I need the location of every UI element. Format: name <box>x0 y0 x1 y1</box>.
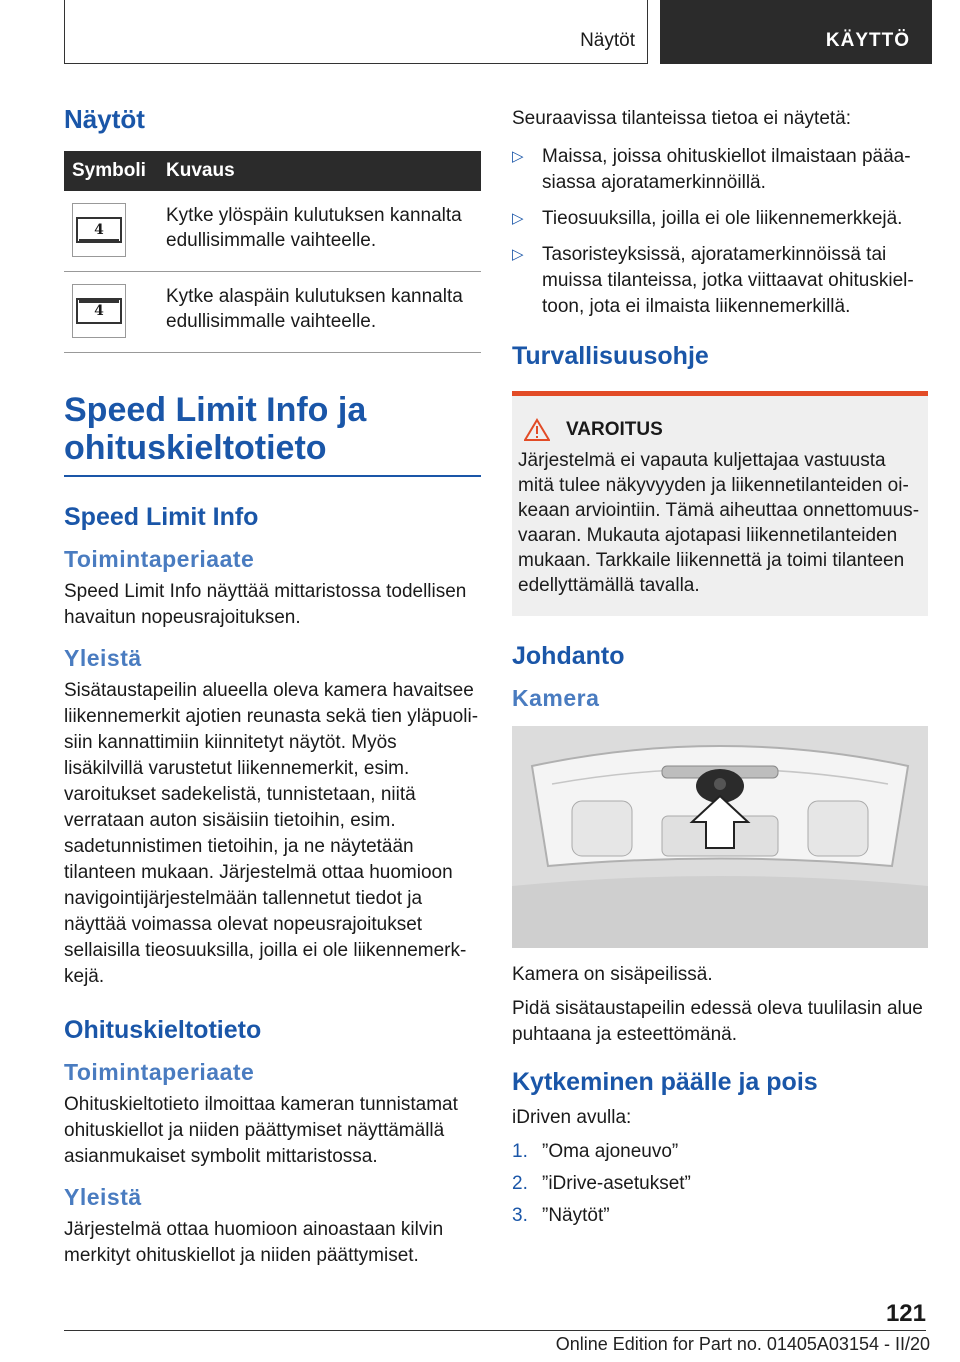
table-cell-description: Kytke alaspäin kulutuksen kannalta edullisimmalle vaihteelle. <box>158 272 481 353</box>
overtaking-principle-title: Toimintaperiaate <box>64 1059 255 1085</box>
section-tab <box>64 0 648 64</box>
list-item: 2. ”iDrive-asetukset” <box>512 1173 691 1194</box>
overtaking-principle-text: Ohituskieltotieto ilmoittaa kameran tunnistamat ohituskiellot ja niiden päättymiset näyttämällä asianmukaiset symbolit mittaristossa. <box>64 1094 458 1167</box>
toggle-intro: iDriven avulla: <box>512 1107 632 1128</box>
sli-general-text: Sisätaustapeilin alueella oleva kamera havaitsee liikennemerkit ajotien reunasta sekä tien yläpuolisiin kannattimiin kiinnitetyt näytöt. Myös lisäkilvillä varustetut liikennemerkit, esim. varoitukset sadekelistä, tunnistetaan, niitä verrataan auton sisäisiin tietoihin, esim. sadetunnistimen tietoihin, ja ne näytetään tilanteen mukaan. Järjestelmä ottaa huomioon navigointijärjestelmään tallennetut tiedot ja näyttää voimassa olevat nopeusrajoitukset sellaisilla tieosuuksilla, joilla ei ole liikennemerkkejä. <box>64 680 479 987</box>
steps-list <box>512 1139 928 1229</box>
overtaking-general-title: Yleistä <box>64 1184 142 1210</box>
triangle-bullet-icon: ▷ <box>512 246 524 263</box>
list-item: ▷ Tasoristeyksissä, ajoratamerkinnöissä tai muissa tilanteissa, jotka viittaavat ohituskieltoon, jota ei ilmaista liikennemerkillä. <box>512 244 914 317</box>
toggle-title: Kytkeminen päälle ja pois <box>512 1068 818 1096</box>
sli-principle-title: Toimintaperiaate <box>64 546 255 572</box>
overtaking-general-text: Järjestelmä ottaa huomioon ainoastaan kilvin merkityt ohituskiellot ja niiden päättymiset. <box>64 1219 444 1266</box>
warning-box <box>512 391 928 616</box>
triangle-bullet-icon: ▷ <box>512 148 524 165</box>
section-tab-label: Näytöt <box>580 30 635 51</box>
page-number: 121 <box>885 1300 926 1327</box>
camera-text: Pidä sisätaustapeilin edessä oleva tuulilasin alue puhtaana ja esteettömänä. <box>512 998 923 1045</box>
chapter-tab <box>660 0 932 64</box>
car-interior-image <box>512 726 928 948</box>
sli-general-title: Yleistä <box>64 645 142 671</box>
exceptions-intro: Seuraavissa tilanteissa tietoa ei näytetä: <box>512 108 852 129</box>
warning-triangle-icon <box>524 418 550 442</box>
triangle-bullet-icon: ▷ <box>512 210 524 227</box>
right-column <box>512 96 928 1235</box>
sli-principle-text: Speed Limit Info näyttää mittaristossa todellisen havaitun nopeusrajoituksen. <box>64 581 467 628</box>
warning-text: Järjestelmä ei vapauta kuljettajaa vastuusta mitä tulee näkyvyyden ja liikennetilanteiden oikeaan arviointiin. Tämä aiheuttaa onnettomuusvaaran. Mukauta ajotapasi liikennetilanteiden mukaan. Tarkkaile liikennettä ja toimi tilanteen edellyttämällä tavalla. <box>518 450 920 596</box>
table-row <box>64 272 481 353</box>
table-cell-description: Kytke ylöspäin kulutuksen kannalta edullisimmalle vaihteelle. <box>158 191 481 272</box>
table-header-description: Kuvaus <box>158 151 481 191</box>
footer-edition: Online Edition for Part no. 01405A03154 - II/20 <box>555 1334 930 1354</box>
gear-up-4-icon: 4 <box>72 203 126 257</box>
camera-illustration <box>512 726 928 948</box>
table-header-symbol: Symboli <box>64 151 158 191</box>
camera-title: Kamera <box>512 685 600 711</box>
chapter-title: Speed Limit Info ja ohituskieltotieto <box>64 391 481 477</box>
chapter-tab-label: KÄYTTÖ <box>825 30 910 51</box>
overtaking-title: Ohituskieltotieto <box>64 1016 262 1044</box>
list-item: 1. ”Oma ajoneuvo” <box>512 1141 679 1162</box>
warning-label: VAROITUS <box>566 419 663 440</box>
list-item: ▷ Maissa, joissa ohituskiellot ilmaistaan pääasiassa ajoratamerkinnöillä. <box>512 146 911 193</box>
table-row <box>64 191 481 272</box>
footer-divider <box>64 1330 926 1331</box>
introduction-title: Johdanto <box>512 642 625 670</box>
safety-title: Turvallisuusohje <box>512 342 709 370</box>
header-tabs <box>64 0 932 64</box>
list-item: ▷ Tieosuuksilla, joilla ei ole liikennemerkkejä. <box>512 206 928 232</box>
camera-caption: Kamera on sisäpeilissä. <box>512 964 713 985</box>
sli-title: Speed Limit Info <box>64 503 259 531</box>
exceptions-list <box>512 144 928 320</box>
gear-down-4-icon: 4 <box>72 284 126 338</box>
list-item: 3. ”Näytöt” <box>512 1205 610 1226</box>
section-title: Näytöt <box>64 104 145 134</box>
symbol-table <box>64 151 481 353</box>
left-column <box>64 96 481 1277</box>
